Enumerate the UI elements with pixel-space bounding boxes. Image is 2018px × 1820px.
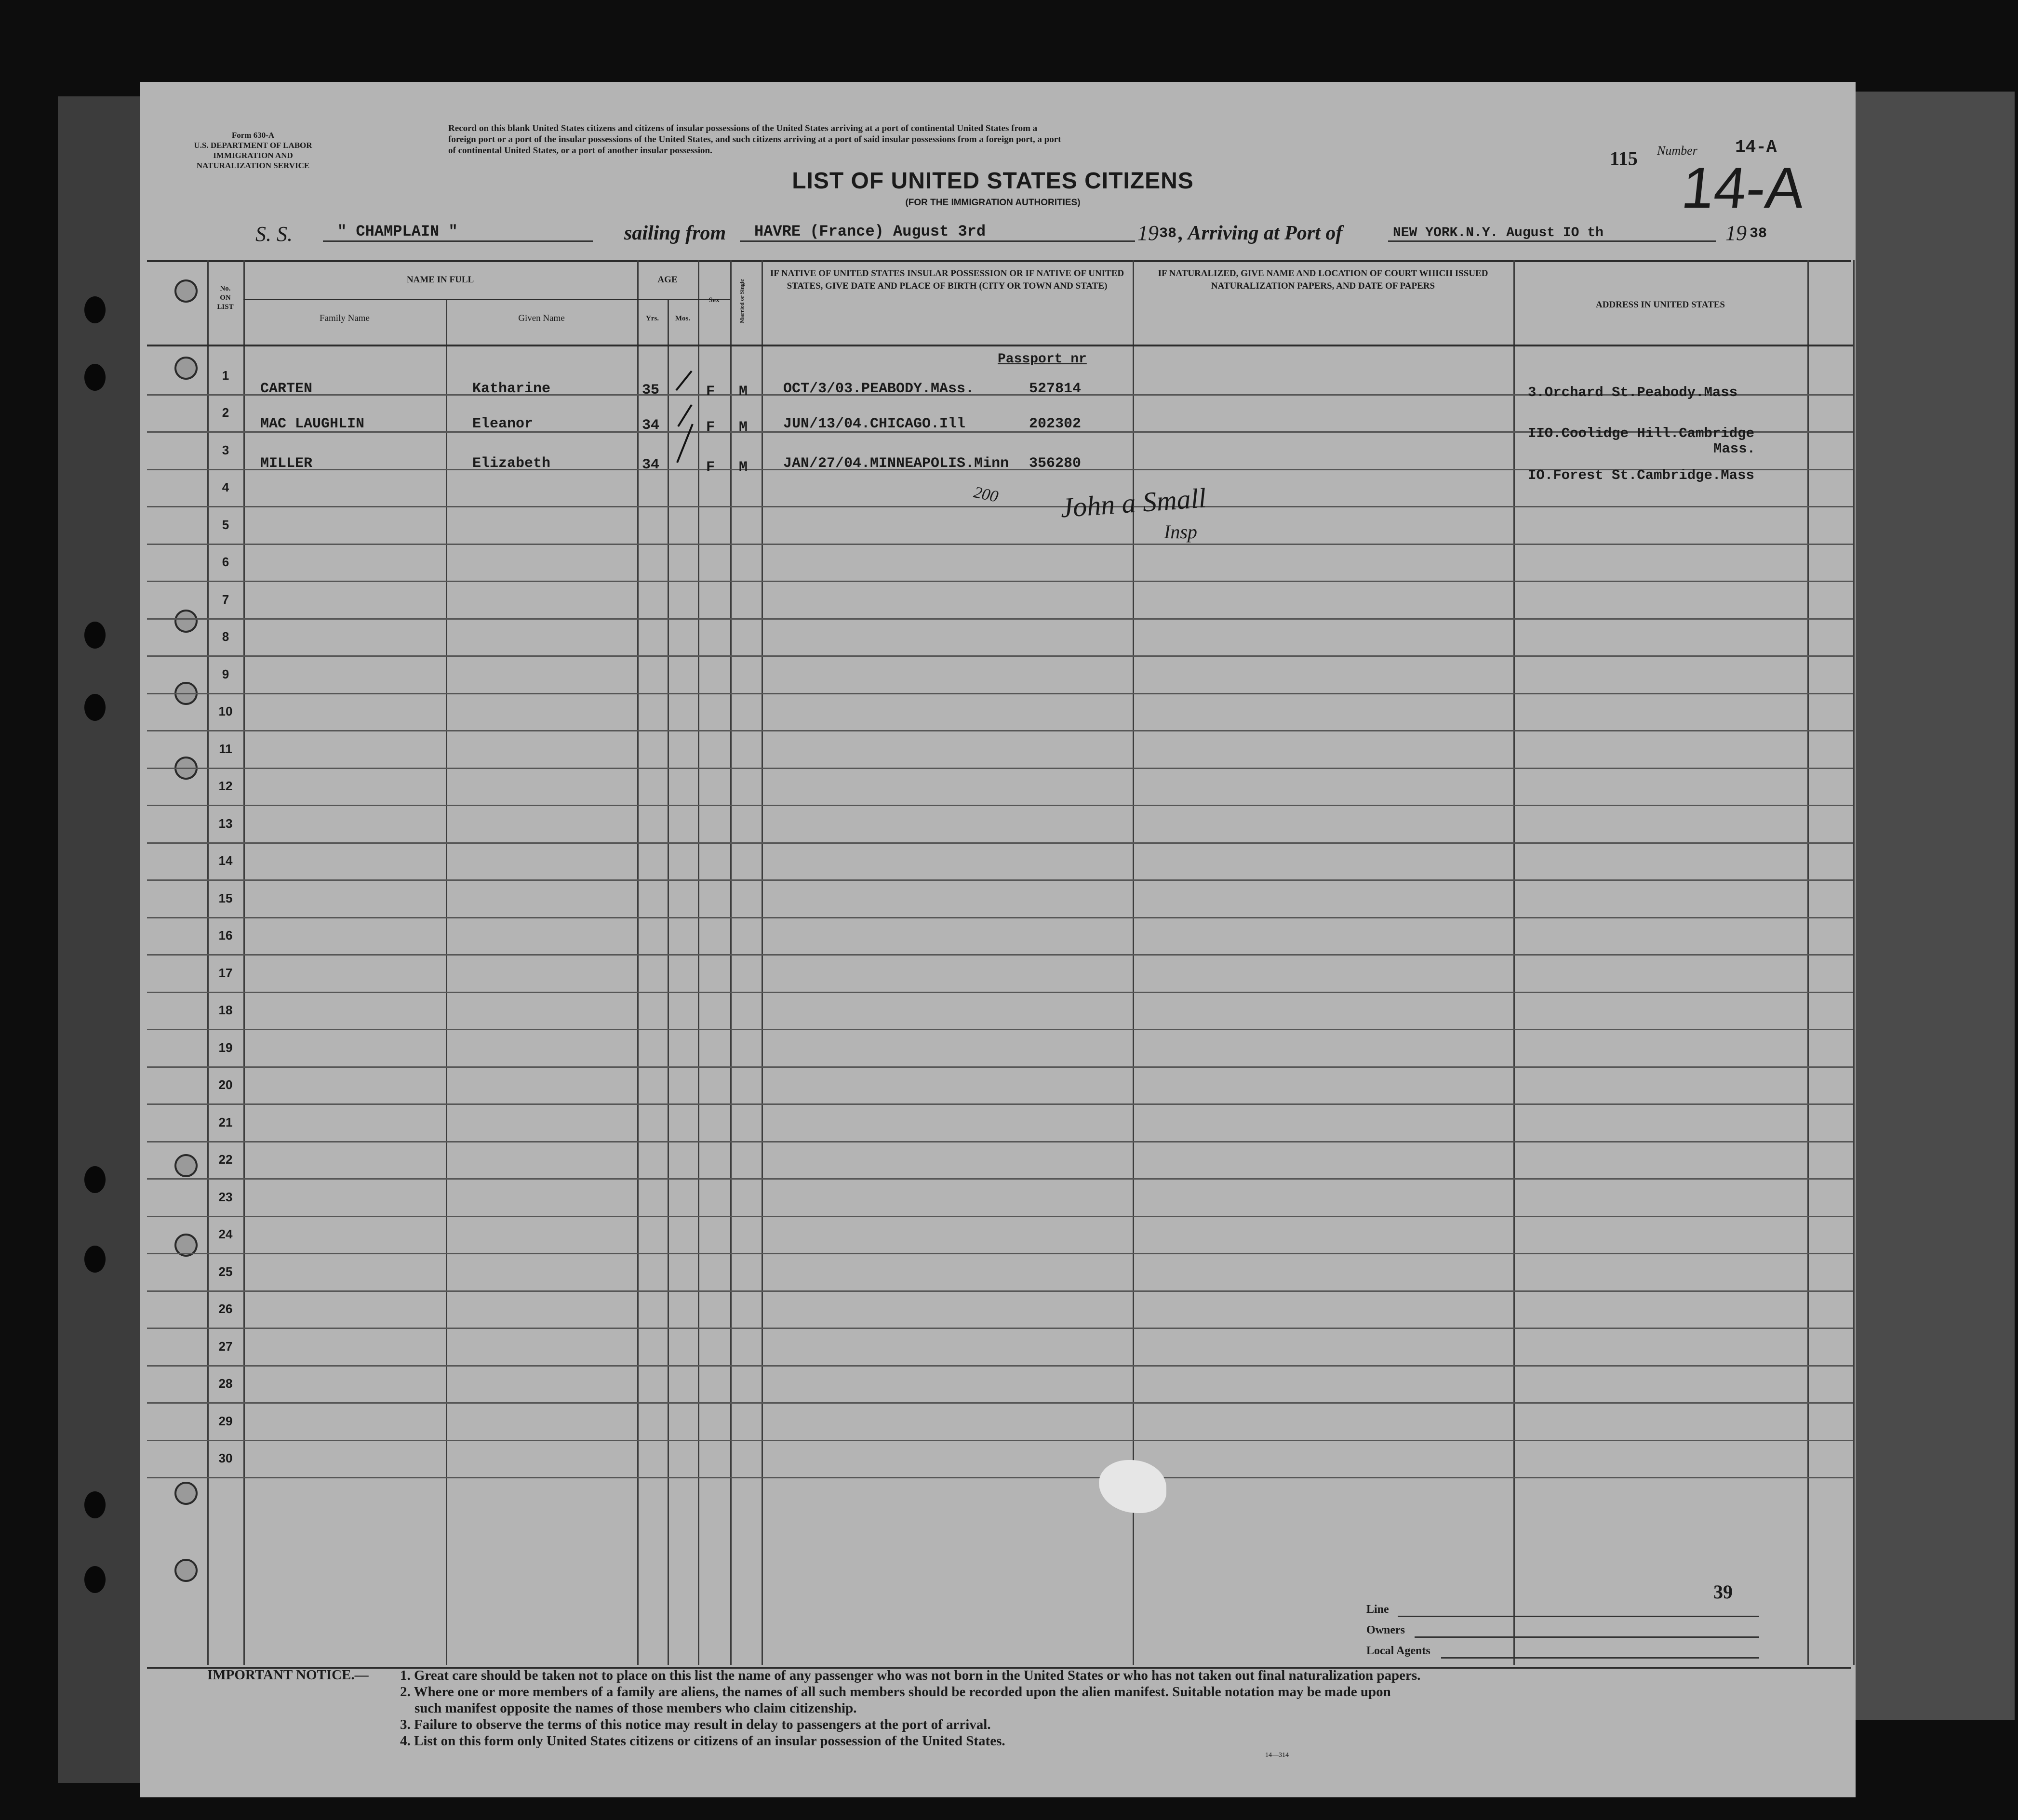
notice-block <box>400 1667 1420 1749</box>
col-divider <box>1133 260 1134 1665</box>
col-divider <box>762 260 763 1665</box>
age-3: 34 <box>642 457 660 473</box>
row-number: 3 <box>222 443 229 457</box>
binder-hole <box>84 1166 106 1193</box>
line-rule <box>1398 1616 1759 1617</box>
sailing-from-value: HAVRE (France) August 3rd <box>740 223 1135 242</box>
row-rule <box>147 618 1853 620</box>
header-address: ADDRESS IN UNITED STATES <box>1595 300 1725 310</box>
notice-line: 1. Great care should be taken not to place on this list the name of any passenger who was not born in the United States or who has not taken out final naturalization papers. <box>400 1668 1421 1683</box>
address-3: IO.Forest St.Cambridge.Mass <box>1528 467 1754 483</box>
header-married: Married or Single <box>738 279 745 323</box>
row-number: 2 <box>222 405 229 420</box>
backing-board <box>1856 92 2015 1720</box>
address-2: IIO.Coolidge Hill.Cambridge <box>1528 425 1754 441</box>
notice-title: IMPORTANT NOTICE.— <box>207 1667 369 1683</box>
row-number: 25 <box>218 1264 233 1279</box>
stamp-number: 200 <box>972 483 1000 506</box>
row-rule <box>147 805 1853 806</box>
inspector-title: Insp <box>1164 521 1197 543</box>
row-number: 19 <box>218 1040 233 1055</box>
form-number: Form 630-A <box>231 131 275 140</box>
instruction-line: Record on this blank United States citizens and citizens of insular possessions of the United States arriving at a port of continental United States from a <box>448 123 1038 133</box>
row-number: 17 <box>218 966 233 980</box>
sex-2: F <box>706 419 715 436</box>
number-label: Number <box>1657 144 1697 158</box>
binder-hole <box>84 296 106 323</box>
row-number: 11 <box>219 742 232 756</box>
row-number: 26 <box>218 1302 233 1316</box>
row-rule <box>147 693 1853 694</box>
passport-2: 202302 <box>1029 416 1082 432</box>
row-number: 6 <box>222 555 229 569</box>
tick-marks <box>668 361 711 506</box>
instruction-line: of continental United States, or a port of another insular possession. <box>448 146 712 156</box>
sheet-number: 115 <box>1610 147 1638 169</box>
row-number: 7 <box>222 592 229 607</box>
notice-line: 3. Failure to observe the terms of this notice may result in delay to passengers at the port of arrival. <box>400 1717 991 1732</box>
row-number: 24 <box>218 1227 233 1241</box>
row-number: 10 <box>218 704 233 718</box>
year1-suffix: 38 <box>1159 226 1177 242</box>
number-handwritten: 14-A <box>1678 156 1808 220</box>
birth-2: JUN/13/04.CHICAGO.Ill <box>783 416 966 432</box>
passport-1: 527814 <box>1029 381 1082 397</box>
page-subtitle: (FOR THE IMMIGRATION AUTHORITIES) <box>905 198 1081 208</box>
header-naturalized: IF NATURALIZED, GIVE NAME AND LOCATION OF COURT WHICH ISSUED NATURALIZATION PAPERS, AND DATE OF PAPERS <box>1158 268 1488 291</box>
header-rule <box>243 299 730 300</box>
col-divider <box>1513 260 1515 1665</box>
row-number: 12 <box>218 779 233 793</box>
passport-3: 356280 <box>1029 455 1082 472</box>
row-number: 1 <box>222 368 229 383</box>
family-name-3: MILLER <box>260 455 313 472</box>
binder-hole <box>84 694 106 721</box>
page-title: LIST OF UNITED STATES CITIZENS <box>792 168 1194 194</box>
row-rule <box>147 879 1853 881</box>
sailing-from-label: sailing from <box>624 222 726 244</box>
row-number: 27 <box>218 1339 233 1354</box>
row-number: 15 <box>218 891 233 905</box>
row-rule <box>147 506 1853 507</box>
row-number: 30 <box>218 1451 233 1465</box>
year1-prefix: 19 <box>1137 221 1159 245</box>
row-rule <box>147 581 1853 582</box>
row-rule <box>147 655 1853 657</box>
owners-label: Owners <box>1366 1624 1405 1636</box>
row-rule <box>147 1141 1853 1142</box>
inspector-signature: John a Small <box>1059 482 1207 524</box>
header-yrs: Yrs. <box>645 315 659 322</box>
header-list-line: LIST <box>217 303 234 311</box>
row-rule <box>147 1477 1853 1478</box>
age-1: 35 <box>642 382 660 399</box>
col-divider <box>446 299 447 1665</box>
row-rule <box>147 730 1853 731</box>
row-rule <box>147 992 1853 993</box>
binder-hole <box>84 1566 106 1593</box>
row-rule <box>147 1029 1853 1030</box>
header-name-in-full: NAME IN FULL <box>406 275 474 285</box>
ss-label: S. S. <box>255 222 293 246</box>
form-agency-block <box>190 130 316 171</box>
year2-suffix: 38 <box>1750 226 1767 242</box>
birth-3: JAN/27/04.MINNEAPOLIS.Minn <box>783 455 1009 472</box>
header-mos: Mos. <box>675 315 691 322</box>
row-rule <box>147 1066 1853 1068</box>
service-line2: NATURALIZATION SERVICE <box>196 161 310 170</box>
passport-header: Passport nr <box>998 352 1087 367</box>
notice-line: such manifest opposite the names of those members who claim citizenship. <box>414 1700 857 1716</box>
instructions <box>448 123 1061 156</box>
married-1: M <box>739 384 748 400</box>
row-rule <box>147 1328 1853 1329</box>
col-divider <box>637 260 639 1665</box>
row-rule <box>147 1216 1853 1217</box>
header-no-line: No. <box>220 285 231 292</box>
row-number: 23 <box>218 1190 233 1204</box>
family-name-2: MAC LAUGHLIN <box>260 416 365 432</box>
row-rule <box>147 544 1853 545</box>
department: U.S. DEPARTMENT OF LABOR <box>194 141 312 150</box>
row-number: 28 <box>218 1376 233 1391</box>
header-age: AGE <box>657 275 678 285</box>
binder-hole <box>84 1246 106 1273</box>
row-rule <box>147 842 1853 844</box>
sex-1: F <box>706 384 715 400</box>
arriving-value: NEW YORK.N.Y. August IO th <box>1388 226 1716 242</box>
manifest-sheet <box>140 82 1856 1797</box>
married-2: M <box>739 419 748 436</box>
agents-label: Local Agents <box>1366 1645 1430 1657</box>
header-family-name: Family Name <box>320 313 370 323</box>
row-number: 4 <box>222 480 229 494</box>
line-label: Line <box>1366 1603 1389 1616</box>
header-no <box>207 284 243 312</box>
given-name-2: Eleanor <box>472 416 534 432</box>
row-rule <box>147 1103 1853 1105</box>
arriving-label: , Arriving at Port of <box>1178 222 1343 244</box>
col-divider <box>1853 260 1855 1665</box>
header-birth: IF NATIVE OF UNITED STATES INSULAR POSSESSION OR IF NATIVE OF UNITED STATES, GIVE DATE AND PLACE OF BIRTH (CITY OR TOWN AND STATE) <box>770 268 1124 291</box>
row-rule <box>147 1402 1853 1404</box>
service-line1: IMMIGRATION AND <box>213 151 293 160</box>
notice-line: 4. List on this form only United States citizens or citizens of an insular possession of the United States. <box>400 1733 1005 1749</box>
row-number: 20 <box>218 1077 233 1092</box>
row-number: 16 <box>218 928 233 943</box>
row-number: 18 <box>218 1003 233 1017</box>
given-name-3: Elizabeth <box>472 455 551 472</box>
col-divider <box>730 260 732 1665</box>
address-2-line2: Mass. <box>1713 441 1756 457</box>
age-2: 34 <box>642 417 660 434</box>
row-rule <box>147 768 1853 769</box>
number-typed: 14-A <box>1735 137 1777 157</box>
row-number: 5 <box>222 518 229 532</box>
header-rule <box>147 345 1853 346</box>
row-number: 9 <box>222 667 229 681</box>
notice-line: 2. Where one or more members of a family are aliens, the names of all such members should be recorded upon the alien manifest. Suitable notation may be made upon <box>400 1684 1391 1700</box>
row-rule <box>147 954 1853 956</box>
col-divider <box>1807 260 1809 1665</box>
row-number: 8 <box>222 629 229 644</box>
binder-hole <box>84 622 106 649</box>
given-name-1: Katharine <box>472 381 551 397</box>
row-rule <box>147 917 1853 918</box>
header-sex: Sex <box>708 296 720 304</box>
row-number: 14 <box>218 853 233 868</box>
birth-1: OCT/3/03.PEABODY.MAss. <box>783 381 975 397</box>
backing-board-left <box>58 96 140 1783</box>
row-number: 21 <box>218 1115 233 1129</box>
ship-name: " CHAMPLAIN " <box>323 223 593 242</box>
owners-rule <box>1415 1636 1759 1638</box>
sex-3: F <box>706 459 715 476</box>
header-on-line: ON <box>220 294 231 302</box>
binder-hole <box>84 1491 106 1518</box>
row-rule <box>147 1440 1853 1441</box>
row-rule <box>147 1290 1853 1292</box>
row-number: 13 <box>218 816 233 831</box>
binder-hole <box>84 364 106 391</box>
row-number: 22 <box>218 1152 233 1167</box>
row-rule <box>147 1365 1853 1367</box>
address-1: 3.Orchard St.Peabody.Mass <box>1528 385 1738 400</box>
agents-rule <box>1441 1657 1759 1659</box>
print-code: 14—314 <box>1265 1752 1289 1759</box>
married-3: M <box>739 459 748 476</box>
header-given-name: Given Name <box>518 313 565 323</box>
year2-prefix: 19 <box>1725 221 1747 245</box>
family-name-1: CARTEN <box>260 381 313 397</box>
row-number: 29 <box>218 1414 233 1428</box>
row-rule <box>147 1253 1853 1254</box>
row-rule <box>147 1178 1853 1180</box>
page-number: 39 <box>1713 1581 1733 1603</box>
instruction-line: foreign port or a port of the insular possessions of the United States, and such citizens arriving at a port of said insular possessions from a foreign port, a port <box>448 134 1061 145</box>
